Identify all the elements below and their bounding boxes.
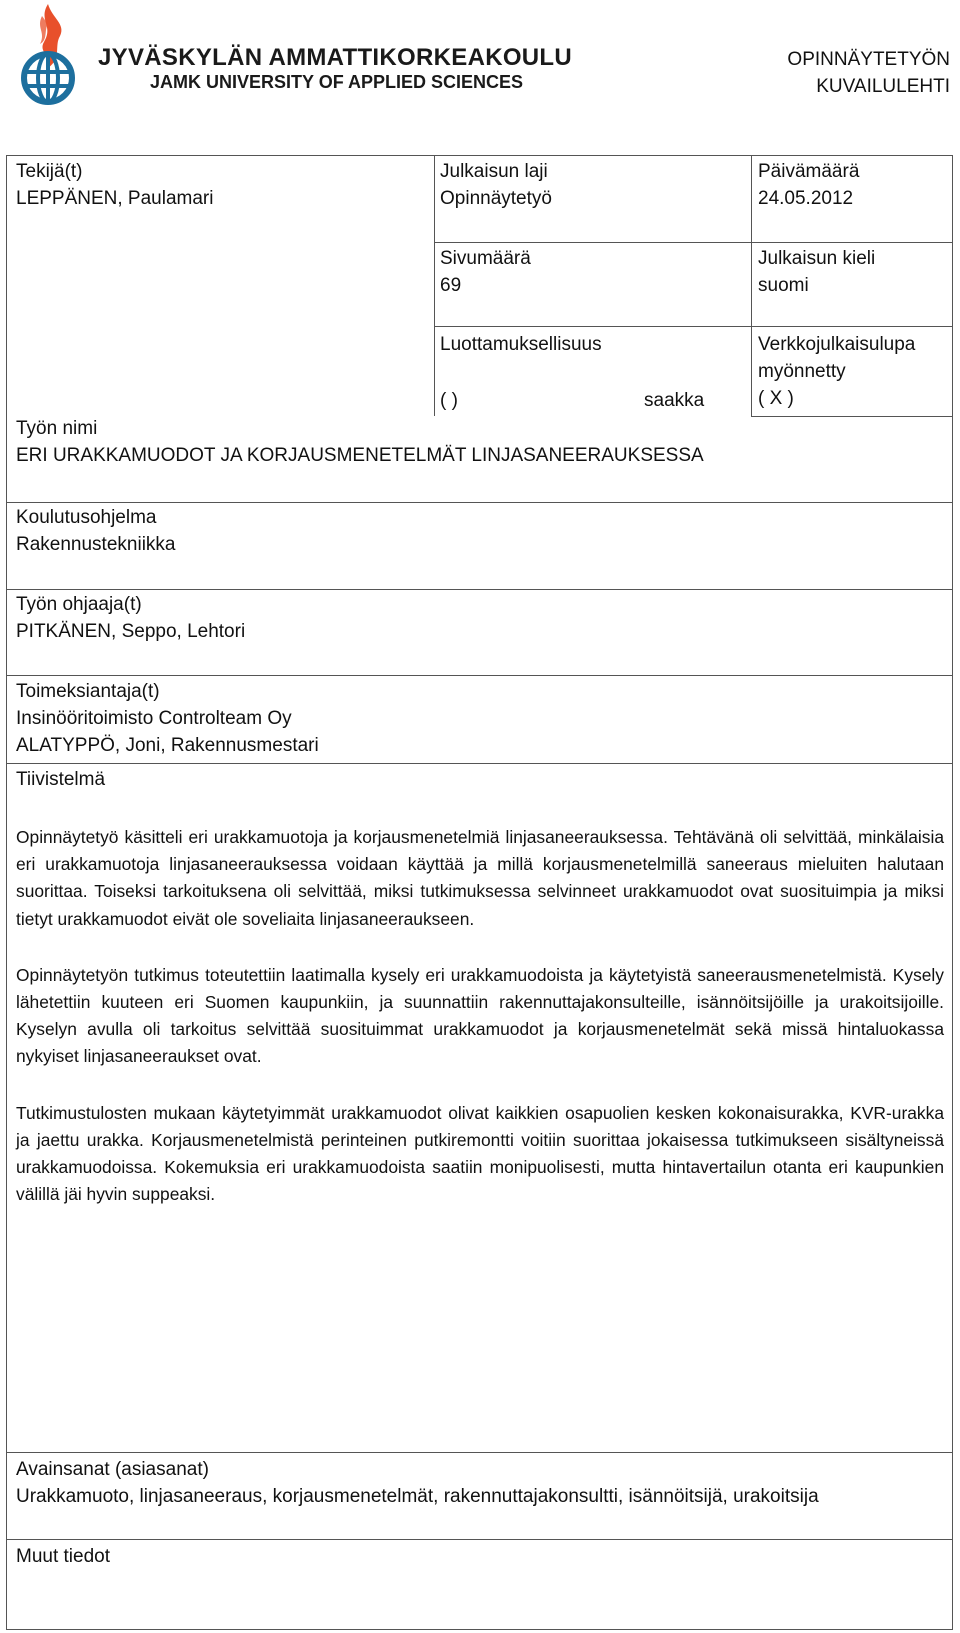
client-field [16,678,319,759]
confidentiality-label: Luottamuksellisuus [440,334,602,355]
confidentiality-checkbox: ( ) [440,390,458,411]
keywords-label: Avainsanat (asiasanat) [16,1459,209,1480]
row-divider-programme [6,589,953,590]
authors-value: LEPPÄNEN, Paulamari [16,188,214,209]
row-divider-permission [751,416,953,417]
confidentiality-until: saakka [644,390,705,411]
date-field [758,158,859,212]
row-divider-client [6,763,953,764]
organization-subtitle: JAMK UNIVERSITY OF APPLIED SCIENCES [150,72,524,92]
document-type-line-1: OPINNÄYTETYÖN [787,49,950,70]
abstract-body [16,824,944,1237]
abstract-label: Tiivistelmä [16,769,106,790]
programme-field [16,504,175,558]
title-label: Työn nimi [16,418,98,439]
authors-field [16,158,213,212]
document-type [787,46,950,100]
row-divider-keywords [6,1539,953,1540]
client-value-2: ALATYPPÖ, Joni, Rakennusmestari [16,735,319,756]
row-divider-pages [434,242,953,243]
keywords-field [16,1456,819,1510]
programme-label: Koulutusohjelma [16,507,157,528]
online-permission-field [758,331,915,412]
publication-type-label: Julkaisun laji [440,161,548,182]
language-field [758,245,875,299]
publication-type-field [440,158,552,212]
language-value: suomi [758,275,809,296]
supervisor-value: PITKÄNEN, Seppo, Lehtori [16,621,246,642]
client-label: Toimeksiantaja(t) [16,681,160,702]
client-value-1: Insinööritoimisto Controlteam Oy [16,708,292,729]
online-permission-value: ( X ) [758,388,794,409]
programme-value: Rakennustekniikka [16,534,176,555]
jamk-logo-icon [8,2,88,106]
column-divider-2 [751,155,752,416]
keywords-value: Urakkamuoto, linjasaneeraus, korjausmenetelmät, rakennuttajakonsultti, isännöitsijä, urakoitsija [16,1486,819,1507]
row-divider-title [6,502,953,503]
abstract-paragraph: Opinnäytetyön tutkimus toteutettiin laatimalla kysely eri urakkamuodoista ja käytetyistä saneerausmenetelmistä. Kysely lähetettiin kuuteen eri Suomen kaupunkiin, ja suunnattiin rakennuttajakonsulteille, isännöitsijöille ja urakoitsijoille. Kyselyn avulla oli tarkoitus selvittää suosituimmat urakkamuodot ja korjausmenetelmät sekä missä hintaluokassa nykyiset linjasaneeraukset ovat. [16,964,944,1067]
column-divider-1 [434,155,435,416]
pages-label: Sivumäärä [440,248,531,269]
date-value: 24.05.2012 [758,188,854,209]
supervisor-field [16,591,245,645]
supervisor-label: Työn ohjaaja(t) [16,594,142,615]
date-label: Päivämäärä [758,161,860,182]
title-field [16,415,704,469]
pages-field [440,245,531,299]
abstract-paragraph: Tutkimustulosten mukaan käytetyimmät urakkamuodot olivat kaikkien osapuolien kesken kokonaisurakka, KVR-urakka ja jaettu urakka. Korjausmenetelmistä perinteinen putkiremontti voitiin suorittaa jokaisessa tutkimukseen sisältyneissä urakkamuodoissa. Kokemuksia eri urakkamuodoista saatiin monipuolisesti, mutta hintavertailun otanta eri kaupunkien välillä jäi hyvin suppeaksi. [16,1102,944,1205]
abstract-paragraph: Opinnäytetyö käsitteli eri urakkamuotoja ja korjausmenetelmiä linjasaneerauksessa. Tehtävänä oli selvittää, minkälaisia eri urakkamuotoja linjasaneerauksessa voidaan käyttää ja millä korjausmenetelmillä saneeraus mieluiten halutaan suorittaa. Toiseksi tarkoituksena oli selvittää, miksi tutkimuksessa selvinneet urakkamuodot ovat suosituimpia ja miksi tietyt urakkamuodot eivät ole soveliaita linjasaneeraukseen. [16,827,944,929]
document-type-line-2: KUVAILULEHTI [816,76,950,97]
other-info-label: Muut tiedot [16,1546,110,1567]
publication-type-value: Opinnäytetyö [440,188,552,209]
authors-label: Tekijä(t) [16,161,83,182]
online-permission-label-2: myönnetty [758,361,846,382]
pages-value: 69 [440,275,462,296]
language-label: Julkaisun kieli [758,248,876,269]
title-value: ERI URAKKAMUODOT JA KORJAUSMENETELMÄT LINJASANEERAUKSESSA [16,445,704,466]
online-permission-label-1: Verkkojulkaisulupa [758,334,916,355]
row-divider-supervisor [6,675,953,676]
row-divider-confidentiality [434,326,953,327]
organization-name: JYVÄSKYLÄN AMMATTIKORKEAKOULU [98,44,573,71]
row-divider-abstract [6,1452,953,1453]
